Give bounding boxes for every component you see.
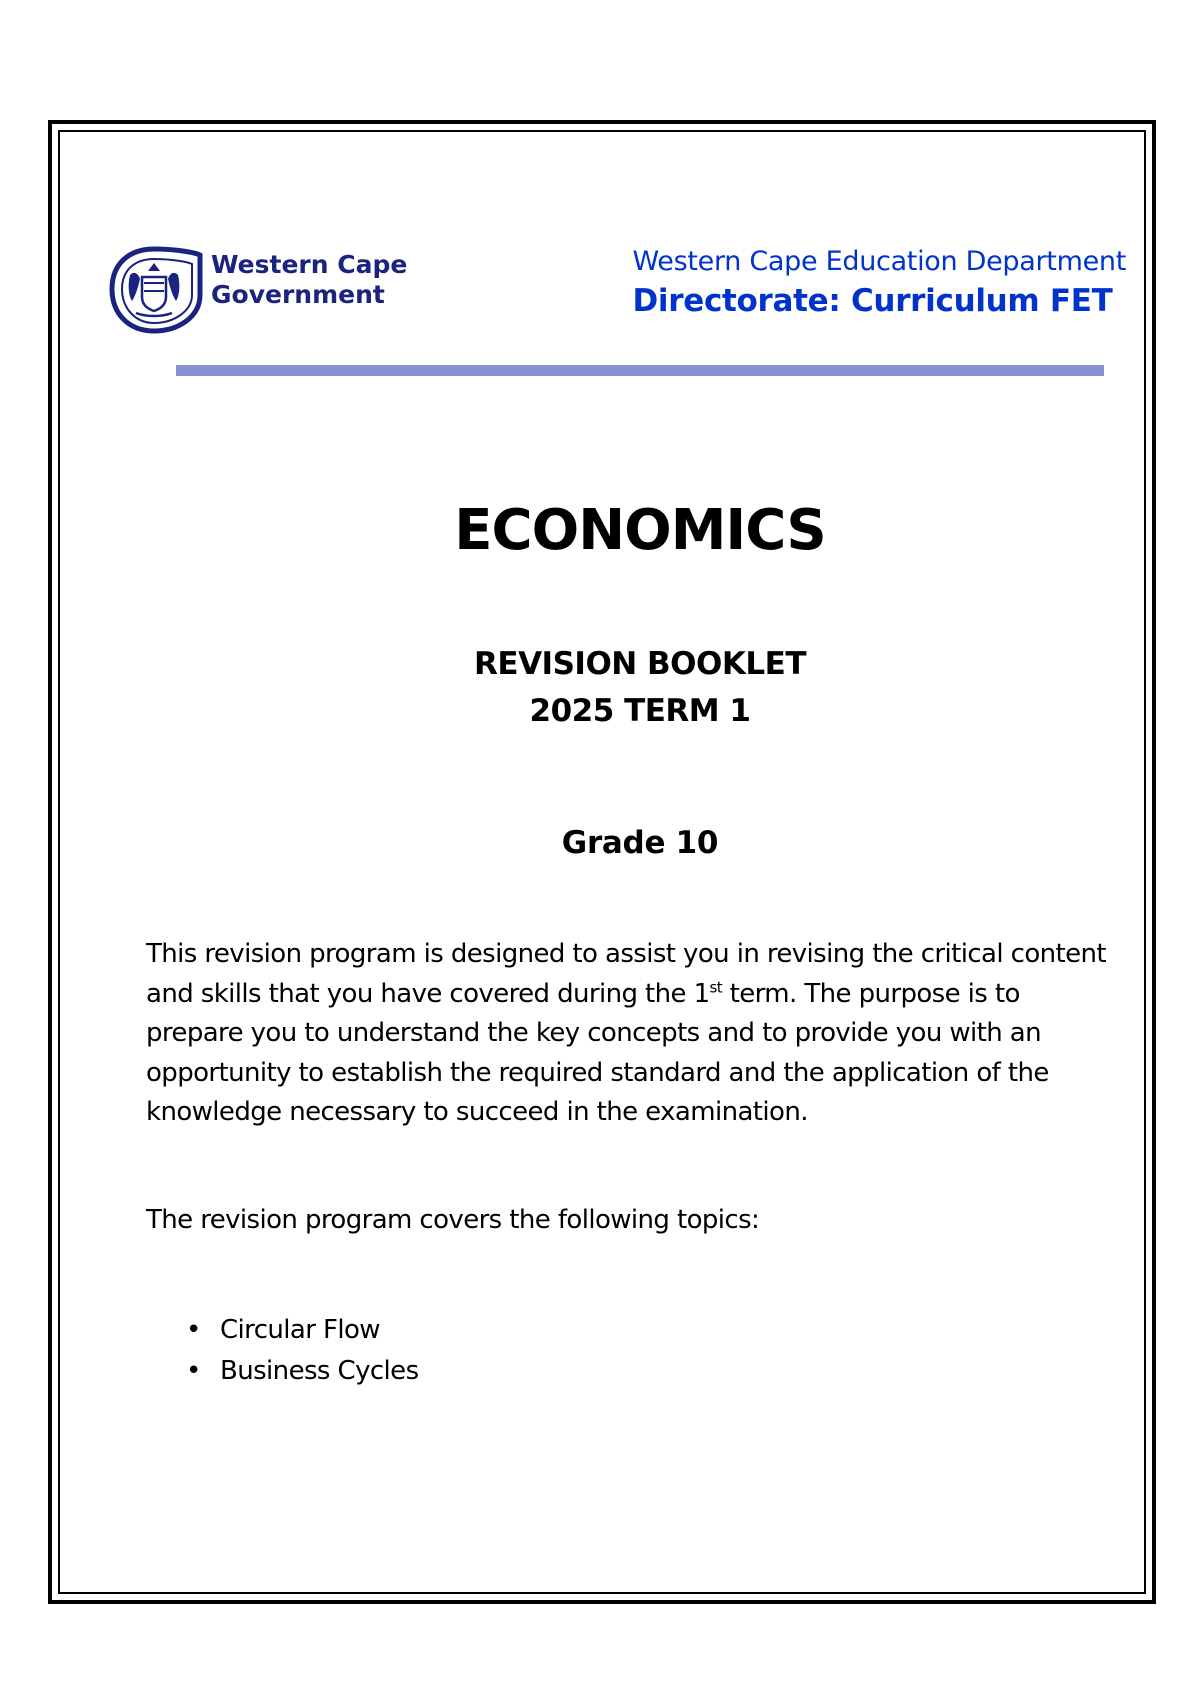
directorate-name: Directorate: Curriculum FET (632, 283, 1113, 319)
booklet-subtitle: REVISION BOOKLET (474, 646, 806, 682)
document-title: ECONOMICS (454, 498, 826, 563)
bullet-icon: • (186, 1315, 201, 1345)
bullet-icon: • (186, 1356, 201, 1386)
list-item (186, 1351, 419, 1392)
grade-label: Grade 10 (561, 825, 719, 861)
intro-paragraph (146, 935, 1156, 1133)
logo-line-2: Government (211, 280, 385, 309)
header-divider (176, 365, 1104, 376)
intro-line (146, 975, 1156, 1015)
intro-line: This revision program is designed to assist you in revising the critical content (146, 939, 1107, 969)
topics-list (186, 1310, 419, 1392)
ordinal-suffix: st (709, 977, 723, 996)
list-item (186, 1310, 419, 1351)
intro-line: knowledge necessary to succeed in the examination. (146, 1097, 808, 1127)
department-header (632, 244, 1126, 322)
logo-line-1: Western Cape (211, 250, 408, 279)
topic-label: Business Cycles (220, 1356, 419, 1386)
topic-label: Circular Flow (220, 1315, 380, 1345)
term-subtitle: 2025 TERM 1 (529, 693, 751, 729)
department-name: Western Cape Education Department (632, 246, 1126, 277)
intro-line: prepare you to understand the key concepts and to provide you with an (146, 1018, 1042, 1048)
topics-intro: The revision program covers the following topics: (146, 1205, 760, 1235)
intro-text: term. The purpose is to (722, 978, 1020, 1009)
intro-text: and skills that you have covered during the 1 (146, 978, 710, 1009)
logo-wordmark (211, 250, 407, 310)
intro-line: opportunity to establish the required standard and the application of the (146, 1057, 1049, 1088)
